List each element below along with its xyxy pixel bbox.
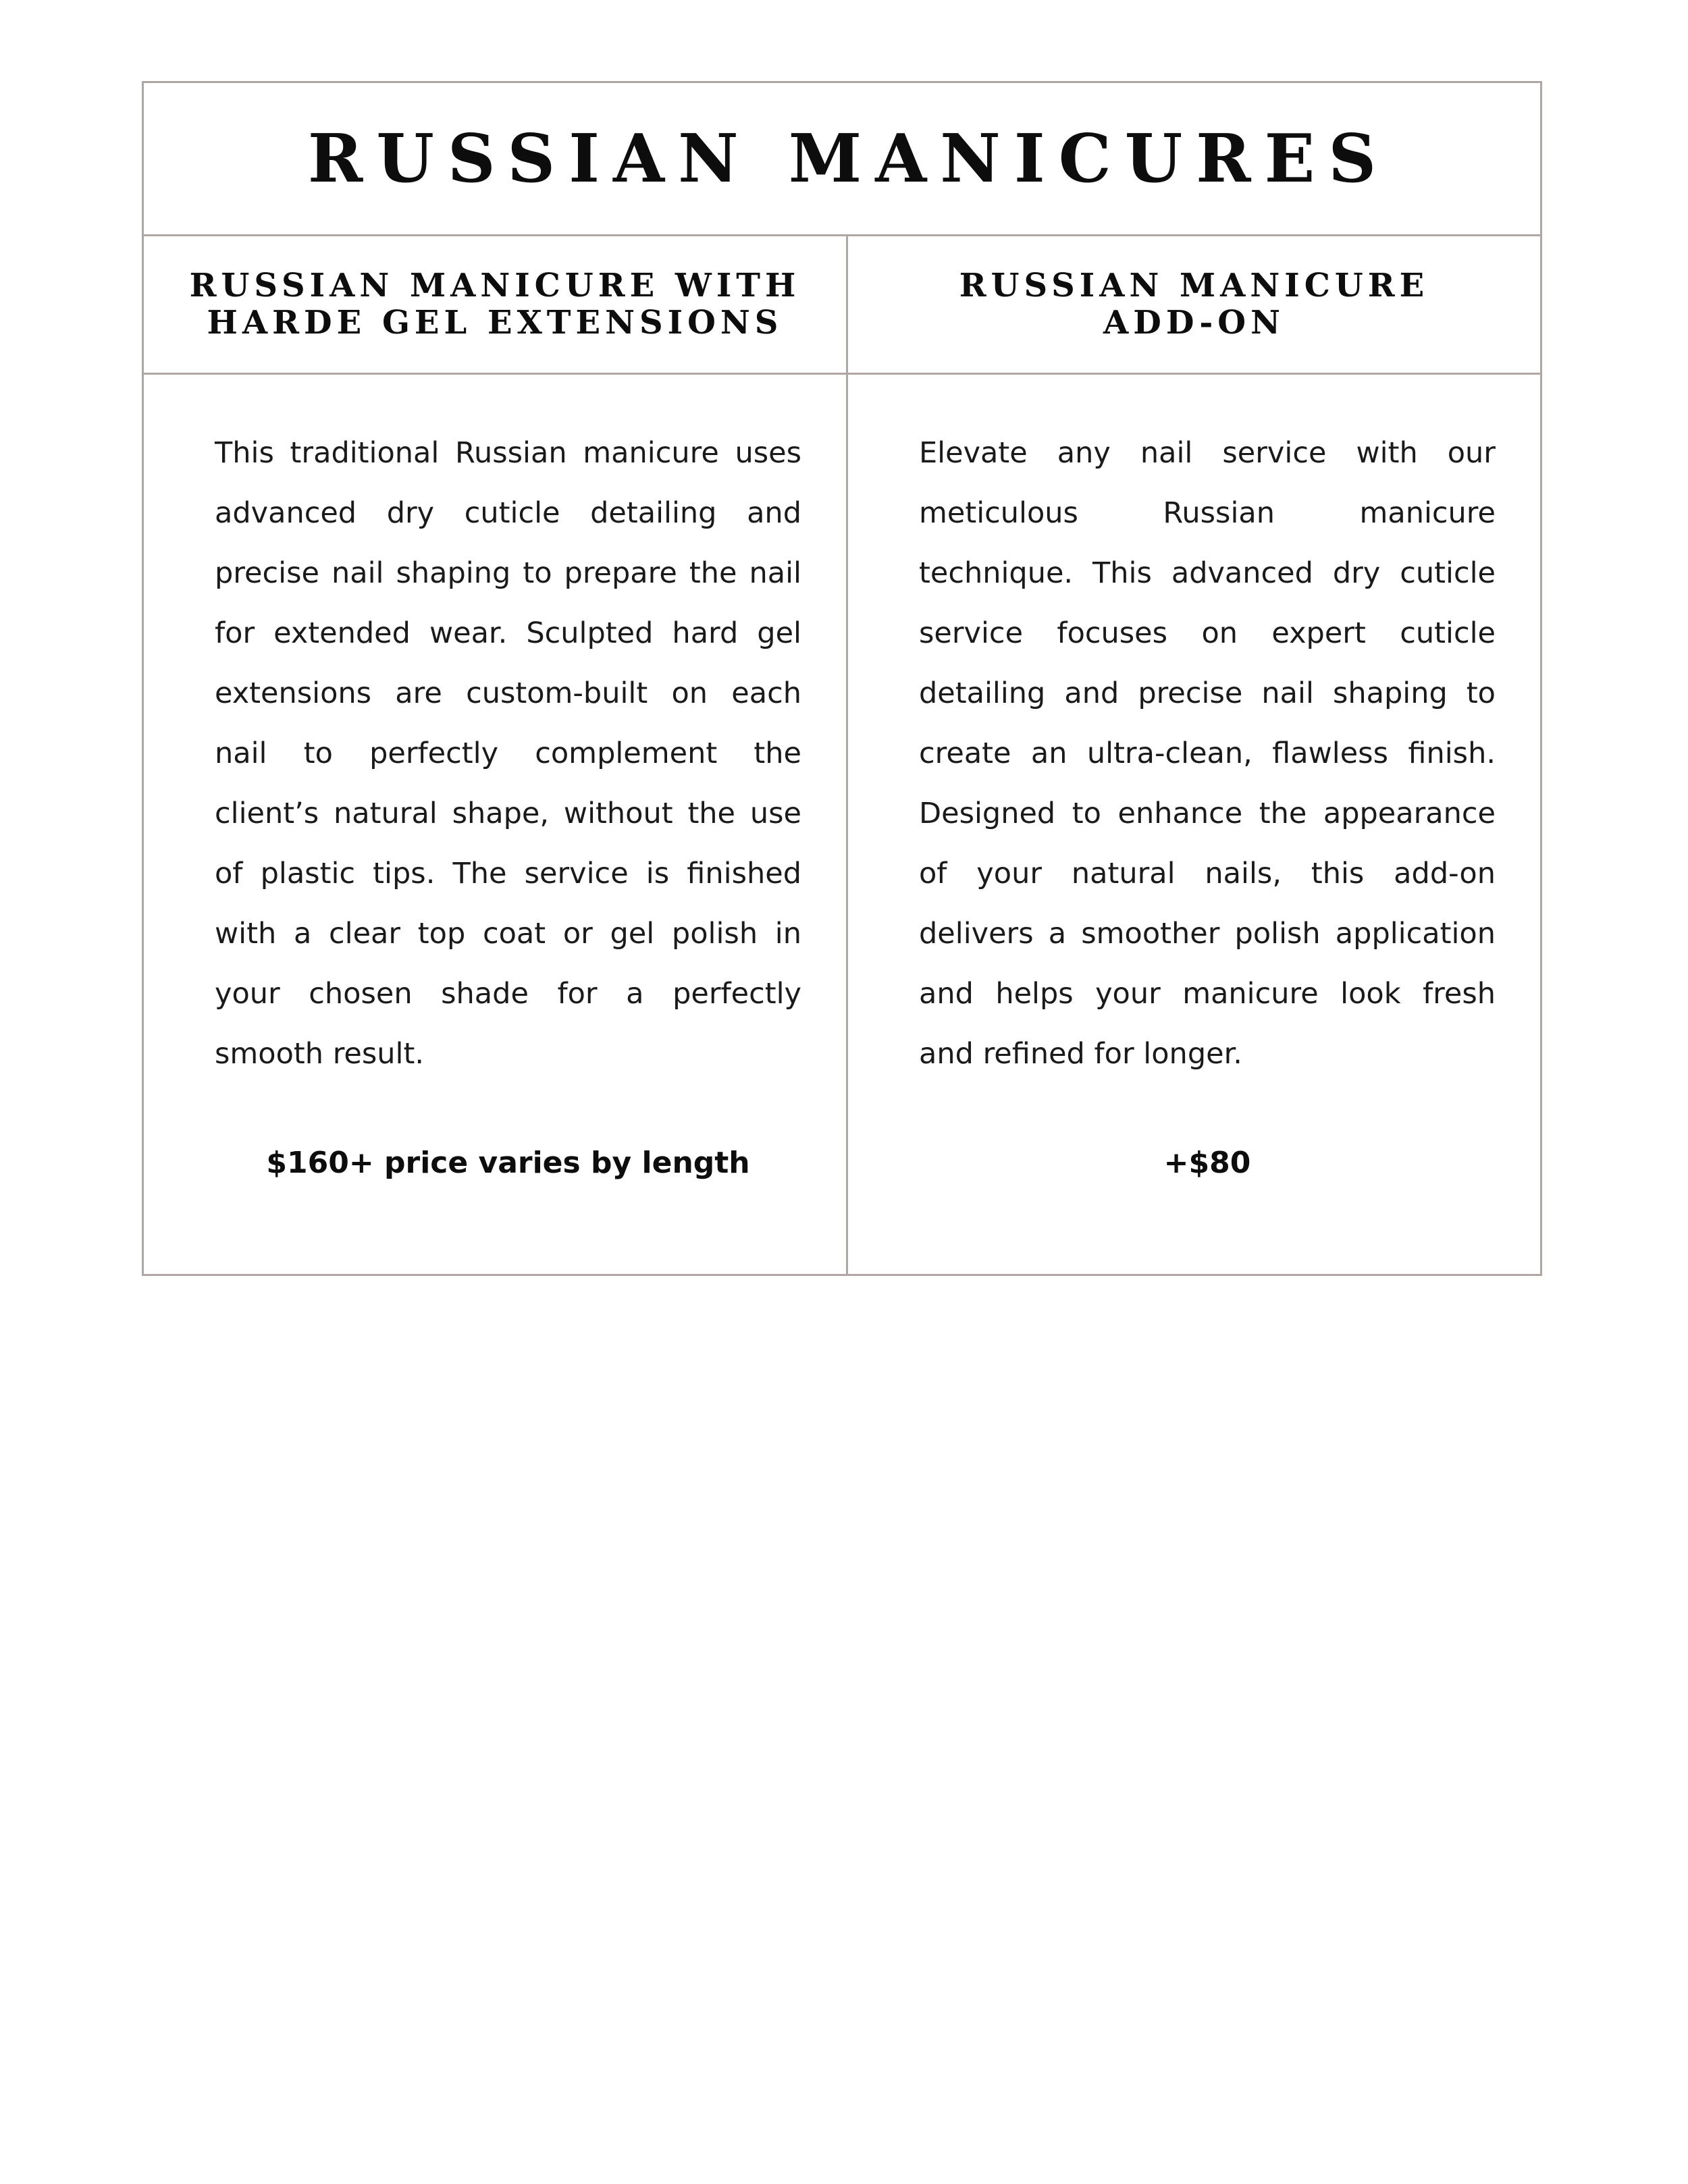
service-column-gel-extensions	[144, 236, 848, 1274]
service-header	[144, 236, 846, 375]
service-name: RUSSIAN MANICURE ADD-ON	[959, 267, 1429, 342]
service-description: This traditional Russian manicure uses advanced dry cuticle detailing and precise nail shaping to prepare the nail for extended wear. Sculpted hard gel extensions are custom-built on each nail to perfectly complement the client’s natural shape, without the use of plastic tips. The service is finished with a clear top coat or gel polish in your chosen shade for a perfectly smooth result.	[215, 436, 801, 1071]
service-name: RUSSIAN MANICURE WITH HARDE GEL EXTENSIONS	[189, 267, 801, 342]
service-price: +$80	[1163, 1146, 1251, 1180]
service-body	[848, 423, 1540, 1180]
page-title: RUSSIAN MANICURES	[307, 119, 1390, 198]
title-row	[144, 83, 1540, 236]
service-price: $160+ price varies by length	[266, 1146, 750, 1180]
service-column-add-on	[848, 236, 1540, 1274]
service-menu-table	[142, 81, 1542, 1276]
service-body	[144, 423, 846, 1180]
service-description: Elevate any nail service with our meticulous Russian manicure technique. This advanced dry cuticle service focuses on expert cuticle detailing and precise nail shaping to create an ultra-clean, flawless finish. Designed to enhance the appearance of your natural nails, this add-on delivers a smoother polish application and helps your manicure look fresh and refined for longer.	[919, 436, 1496, 1071]
service-header	[848, 236, 1540, 375]
